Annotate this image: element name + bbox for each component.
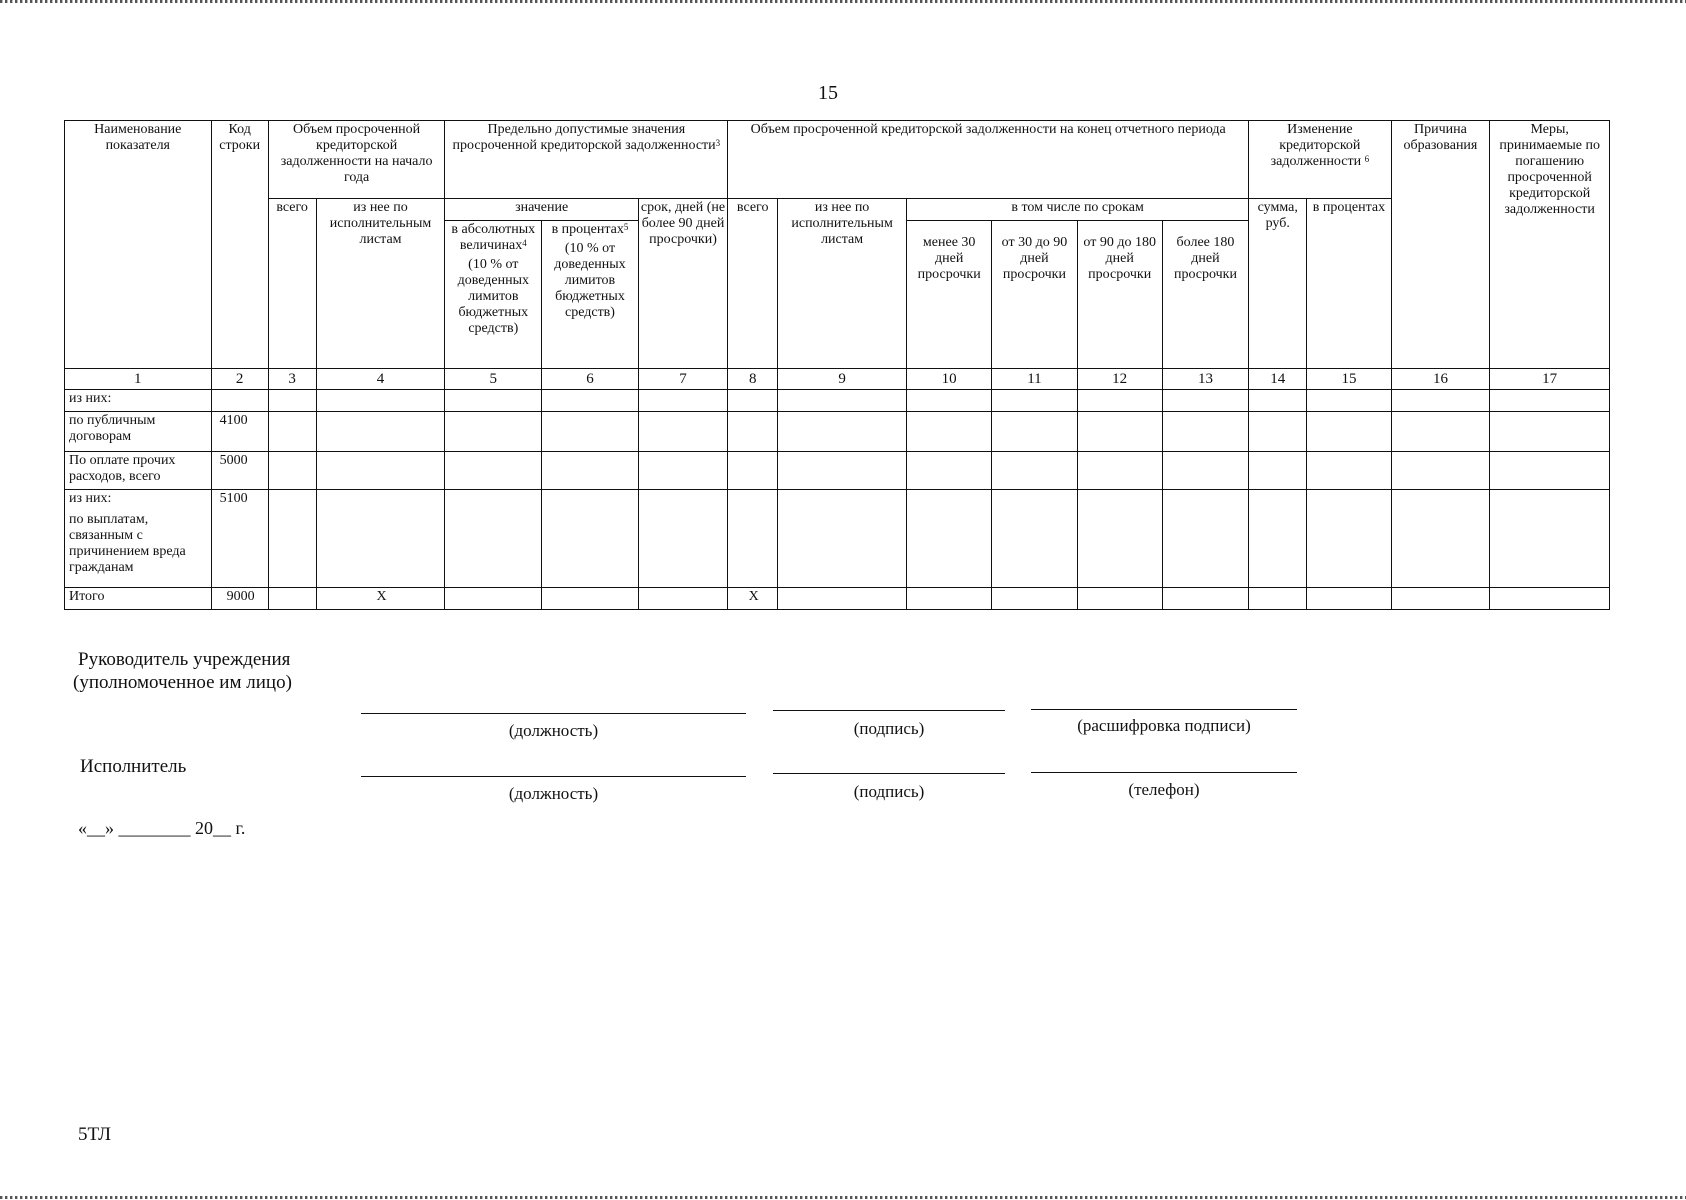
row-code bbox=[211, 390, 268, 412]
table-cell bbox=[1391, 452, 1490, 490]
table-cell bbox=[778, 412, 907, 452]
row-name: по публичным договорам bbox=[65, 412, 212, 452]
header-end-total: всего bbox=[728, 199, 778, 369]
position-line bbox=[361, 713, 746, 714]
position-caption: (должность) bbox=[508, 721, 599, 740]
header-start-volume: Объем просроченной кредиторской задолженности на начало года bbox=[268, 121, 445, 199]
table-cell bbox=[1077, 390, 1162, 412]
table-cell bbox=[1077, 490, 1162, 588]
table-cell bbox=[992, 390, 1077, 412]
table-cell bbox=[1249, 490, 1307, 588]
table-row bbox=[65, 390, 1610, 412]
table-cell bbox=[1307, 412, 1391, 452]
table-cell bbox=[1162, 588, 1248, 610]
column-number: 3 bbox=[268, 369, 316, 390]
table-cell bbox=[907, 588, 992, 610]
signature-line bbox=[773, 710, 1005, 711]
table-cell bbox=[1490, 588, 1610, 610]
table-cell bbox=[992, 412, 1077, 452]
table-row-total bbox=[65, 588, 1610, 610]
row-code: 4100 bbox=[211, 412, 268, 452]
table-cell bbox=[1077, 452, 1162, 490]
executor-title: Исполнитель bbox=[80, 756, 187, 777]
decoding-caption: (расшифровка подписи) bbox=[1077, 716, 1251, 735]
header-name: Наименование показателя bbox=[65, 121, 212, 369]
signature-caption: (подпись) bbox=[853, 719, 925, 738]
header-lt30: менее 30 дней просрочки bbox=[907, 221, 992, 369]
table-cell bbox=[638, 452, 727, 490]
row-name: из них: bbox=[65, 390, 212, 412]
page-number: 15 bbox=[818, 82, 838, 104]
table-cell bbox=[1077, 588, 1162, 610]
table-cell bbox=[778, 452, 907, 490]
column-number: 2 bbox=[211, 369, 268, 390]
header-start-total: всего bbox=[268, 199, 316, 369]
header-end-volume: Объем просроченной кредиторской задолженности на конец отчетного периода bbox=[728, 121, 1249, 199]
table-cell bbox=[316, 490, 445, 588]
table-cell bbox=[907, 490, 992, 588]
table-row bbox=[65, 412, 1610, 452]
table-cell bbox=[728, 390, 778, 412]
table-cell bbox=[268, 588, 316, 610]
table-cell bbox=[1249, 452, 1307, 490]
column-number: 9 bbox=[778, 369, 907, 390]
table-cell bbox=[778, 490, 907, 588]
table-cell bbox=[1077, 412, 1162, 452]
header-end-exec: из нее по исполнительным листам bbox=[778, 199, 907, 369]
table-cell bbox=[638, 390, 727, 412]
table-cell bbox=[1162, 490, 1248, 588]
table-cell bbox=[1490, 390, 1610, 412]
table-cell bbox=[1307, 588, 1391, 610]
not-applicable-mark: Х bbox=[316, 588, 445, 610]
table-cell bbox=[778, 588, 907, 610]
row-name: По оплате прочих расходов, всего bbox=[65, 452, 212, 490]
table-cell bbox=[1490, 452, 1610, 490]
header-90-180: от 90 до 180 дней просрочки bbox=[1077, 221, 1162, 369]
table-cell bbox=[1249, 390, 1307, 412]
overdue-payables-table bbox=[64, 120, 1610, 610]
column-number: 11 bbox=[992, 369, 1077, 390]
table-cell bbox=[728, 412, 778, 452]
column-number: 4 bbox=[316, 369, 445, 390]
table-cell bbox=[268, 412, 316, 452]
position-line bbox=[361, 776, 746, 777]
decoding-line bbox=[1031, 709, 1297, 710]
row-code: 5100 bbox=[211, 490, 268, 588]
header-code: Код строки bbox=[211, 121, 268, 369]
table-cell bbox=[1162, 390, 1248, 412]
form-code: 5ТЛ bbox=[78, 1124, 112, 1145]
table-cell bbox=[1490, 412, 1610, 452]
column-number: 8 bbox=[728, 369, 778, 390]
header-measures: Меры, принимаемые по погашению просроченной кредиторской задолженности bbox=[1490, 121, 1610, 369]
column-number: 10 bbox=[907, 369, 992, 390]
row-code: 5000 bbox=[211, 452, 268, 490]
phone-line bbox=[1031, 772, 1297, 773]
header-pct: в процентах$^5$ (10 % от доведенных лимитов бюджетных средств) bbox=[542, 221, 639, 369]
table-cell bbox=[638, 490, 727, 588]
table-row bbox=[65, 452, 1610, 490]
column-number: 17 bbox=[1490, 369, 1610, 390]
position-caption: (должность) bbox=[508, 784, 599, 803]
table-cell bbox=[1391, 390, 1490, 412]
column-number: 13 bbox=[1162, 369, 1248, 390]
table-cell bbox=[638, 412, 727, 452]
column-number: 7 bbox=[638, 369, 727, 390]
head-title-note: (уполномоченное им лицо) bbox=[73, 672, 292, 693]
scan-edge-top bbox=[0, 0, 1686, 3]
table-cell bbox=[907, 452, 992, 490]
column-number: 12 bbox=[1077, 369, 1162, 390]
table-cell bbox=[728, 490, 778, 588]
table-cell bbox=[445, 452, 542, 490]
table-cell bbox=[1162, 412, 1248, 452]
table-cell bbox=[1307, 490, 1391, 588]
column-number: 6 bbox=[542, 369, 639, 390]
phone-caption: (телефон) bbox=[1128, 780, 1200, 799]
header-change-sum: сумма, руб. bbox=[1249, 199, 1307, 369]
table-cell bbox=[638, 588, 727, 610]
column-number: 5 bbox=[445, 369, 542, 390]
table-cell bbox=[445, 588, 542, 610]
column-number: 16 bbox=[1391, 369, 1490, 390]
table-cell bbox=[542, 452, 639, 490]
signature-caption: (подпись) bbox=[853, 782, 925, 801]
table-cell bbox=[1249, 588, 1307, 610]
row-code: 9000 bbox=[211, 588, 268, 610]
table-cell bbox=[1391, 412, 1490, 452]
table-cell bbox=[445, 412, 542, 452]
header-start-exec: из нее по исполнительным листам bbox=[316, 199, 445, 369]
column-number: 1 bbox=[65, 369, 212, 390]
head-title: Руководитель учреждения bbox=[78, 649, 291, 670]
table-cell bbox=[268, 452, 316, 490]
signature-line bbox=[773, 773, 1005, 774]
table-cell bbox=[1162, 452, 1248, 490]
not-applicable-mark: Х bbox=[728, 588, 778, 610]
table-cell bbox=[992, 588, 1077, 610]
column-number: 14 bbox=[1249, 369, 1307, 390]
table-cell bbox=[992, 490, 1077, 588]
table-cell bbox=[1391, 490, 1490, 588]
table-cell bbox=[1490, 490, 1610, 588]
table-cell bbox=[316, 452, 445, 490]
row-name: Итого bbox=[65, 588, 212, 610]
header-value: значение bbox=[445, 199, 638, 221]
header-abs: в абсолютных величинах$^4$ (10 % от доведенных лимитов бюджетных средств) bbox=[445, 221, 542, 369]
table-cell bbox=[907, 412, 992, 452]
column-numbers-row bbox=[65, 369, 1610, 390]
table-cell bbox=[268, 490, 316, 588]
table-cell bbox=[316, 390, 445, 412]
table-cell bbox=[542, 588, 639, 610]
table-cell bbox=[907, 390, 992, 412]
table-cell bbox=[1249, 412, 1307, 452]
table-cell bbox=[542, 390, 639, 412]
scan-edge-bottom bbox=[0, 1196, 1686, 1199]
header-limits: Предельно допустимые значения просроченной кредиторской задолженности$^3$ bbox=[445, 121, 728, 199]
table-cell bbox=[542, 412, 639, 452]
header-reason: Причина образования bbox=[1391, 121, 1490, 369]
table-cell bbox=[445, 490, 542, 588]
header-change-pct: в процентах bbox=[1307, 199, 1391, 369]
header-change: Изменение кредиторской задолженности $^6$ bbox=[1249, 121, 1391, 199]
table-cell bbox=[1307, 452, 1391, 490]
table-cell bbox=[316, 412, 445, 452]
column-number: 15 bbox=[1307, 369, 1391, 390]
table-cell bbox=[778, 390, 907, 412]
table-cell bbox=[268, 390, 316, 412]
table-cell bbox=[542, 490, 639, 588]
table-cell bbox=[728, 452, 778, 490]
date-line: «__» ________ 20__ г. bbox=[78, 818, 246, 838]
table-cell bbox=[1307, 390, 1391, 412]
header-by-terms: в том числе по срокам bbox=[907, 199, 1249, 221]
header-30-90: от 30 до 90 дней просрочки bbox=[992, 221, 1077, 369]
table-cell bbox=[1391, 588, 1490, 610]
header-gt180: более 180 дней просрочки bbox=[1162, 221, 1248, 369]
header-term: срок, дней (не более 90 дней просрочки) bbox=[638, 199, 727, 369]
table-cell bbox=[445, 390, 542, 412]
table-cell bbox=[992, 452, 1077, 490]
row-name: из них: по выплатам, связанным с причинением вреда гражданам bbox=[65, 490, 212, 588]
table-row bbox=[65, 490, 1610, 588]
